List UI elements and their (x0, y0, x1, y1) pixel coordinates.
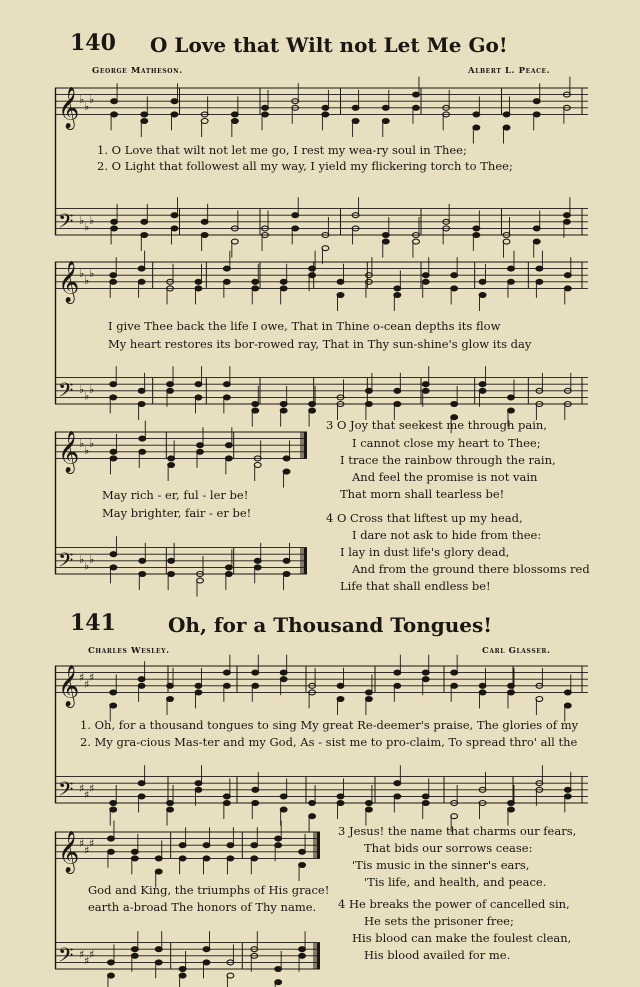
svg-text:𝄢: 𝄢 (58, 378, 74, 407)
svg-text:𝄞: 𝄞 (58, 431, 80, 473)
svg-text:♯: ♯ (89, 781, 95, 795)
svg-text:♭: ♭ (84, 273, 90, 287)
svg-text:𝄢: 𝄢 (58, 209, 74, 238)
hymn-141-composer: Carl Glasser. (482, 646, 551, 656)
svg-text:♭: ♭ (89, 267, 95, 281)
stanza-line: He sets the prisoner free; (364, 914, 514, 928)
stanza-line: I trace the rainbow through the rain, (340, 453, 556, 467)
svg-text:♭: ♭ (79, 213, 85, 227)
stanza-line: 4 He breaks the power of cancelled sin, (338, 897, 570, 911)
hymn-141-author: Charles Wesley. (88, 646, 170, 656)
svg-text:♭: ♭ (84, 389, 90, 403)
svg-text:♭: ♭ (89, 552, 95, 566)
svg-text:𝄞: 𝄞 (58, 665, 80, 707)
svg-text:𝄞: 𝄞 (58, 87, 80, 129)
stanza-line: That morn shall tearless be! (340, 487, 505, 501)
stanza-line: I cannot close my heart to Thee; (352, 436, 541, 450)
hymn-140-composer: Albert L. Peace. (468, 66, 551, 76)
svg-text:♭: ♭ (89, 437, 95, 451)
lyric-line: My heart restores its bor-rowed ray, That in Thy sun-shine's glow its day (108, 337, 532, 351)
svg-text:𝄞: 𝄞 (58, 261, 80, 303)
hymn-140-author: George Matheson. (92, 66, 183, 76)
svg-text:♭: ♭ (79, 267, 85, 281)
stanza-line: 4 O Cross that liftest up my head, (326, 511, 523, 525)
lyric-line: May rich - er, ful - ler be! (102, 488, 249, 502)
svg-text:♭: ♭ (84, 99, 90, 113)
svg-text:♭: ♭ (89, 213, 95, 227)
svg-text:𝄢: 𝄢 (58, 777, 74, 806)
svg-text:♭: ♭ (84, 559, 90, 573)
music-system (55, 428, 307, 578)
lyric-line: May brighter, fair - er be! (102, 506, 252, 520)
stanza-line: His blood can make the foulest clean, (352, 931, 572, 945)
svg-text:♯: ♯ (84, 677, 90, 691)
stanza-line: That bids our sorrows cease: (364, 841, 533, 855)
lyric-line: 2. O Light that followest all my way, I yield my flickering torch to Thee; (97, 159, 513, 173)
svg-text:♯: ♯ (84, 788, 90, 802)
stanza-line: And from the ground there blossoms red (352, 562, 590, 576)
stanza-line: 'Tis music in the sinner's ears, (352, 858, 530, 872)
svg-text:♯: ♯ (84, 843, 90, 857)
lyric-line: 1. O Love that wilt not let me go, I rest my wea-ry soul in Thee; (97, 143, 467, 157)
stanza-line: I lay in dust life's glory dead, (340, 545, 510, 559)
svg-text:♭: ♭ (79, 382, 85, 396)
stanza-line: 3 Jesus! the name that charms our fears, (338, 824, 577, 838)
svg-text:♯: ♯ (79, 837, 85, 851)
hymn-140-title: O Love that Wilt not Let Me Go! (150, 33, 508, 57)
svg-text:𝄢: 𝄢 (58, 548, 74, 577)
hymn-140-number: 140 (70, 30, 116, 56)
svg-text:♯: ♯ (84, 954, 90, 968)
stanza-line: 'Tis life, and health, and peace. (364, 875, 547, 889)
stanza-line: 3 O Joy that seekest me through pain, (326, 418, 547, 432)
svg-text:♭: ♭ (79, 552, 85, 566)
svg-text:♯: ♯ (89, 947, 95, 961)
svg-text:𝄞: 𝄞 (58, 831, 80, 873)
lyric-line: 1. Oh, for a thousand tongues to sing My great Re-deemer's praise, The glories of my (80, 718, 579, 732)
music-system (55, 258, 588, 408)
hymn-141-title: Oh, for a Thousand Tongues! (168, 613, 493, 637)
svg-text:♯: ♯ (79, 671, 85, 685)
svg-text:♯: ♯ (89, 837, 95, 851)
svg-text:♯: ♯ (79, 781, 85, 795)
stanza-line: And feel the promise is not vain (352, 470, 538, 484)
svg-text:♭: ♭ (89, 382, 95, 396)
lyric-line: earth a-broad The honors of Thy name. (88, 900, 317, 914)
lyric-line: God and King, the triumphs of His grace! (88, 883, 330, 897)
lyric-line: I give Thee back the life I owe, That in Thine o-cean depths its flow (108, 319, 501, 333)
svg-text:♭: ♭ (79, 93, 85, 107)
svg-text:♭: ♭ (84, 220, 90, 234)
svg-text:♭: ♭ (89, 93, 95, 107)
svg-text:♯: ♯ (89, 671, 95, 685)
svg-text:♭: ♭ (79, 437, 85, 451)
svg-text:𝄢: 𝄢 (58, 943, 74, 972)
svg-text:♯: ♯ (79, 947, 85, 961)
hymn-141-number: 141 (70, 610, 116, 636)
stanza-line: Life that shall endless be! (340, 579, 491, 593)
svg-text:♭: ♭ (84, 443, 90, 457)
lyric-line: 2. My gra-cious Mas-ter and my God, As - sist me to pro-claim, To spread thro' all the (80, 735, 578, 749)
stanza-line: His blood availed for me. (364, 948, 511, 962)
stanza-line: I dare not ask to hide from thee: (352, 528, 542, 542)
